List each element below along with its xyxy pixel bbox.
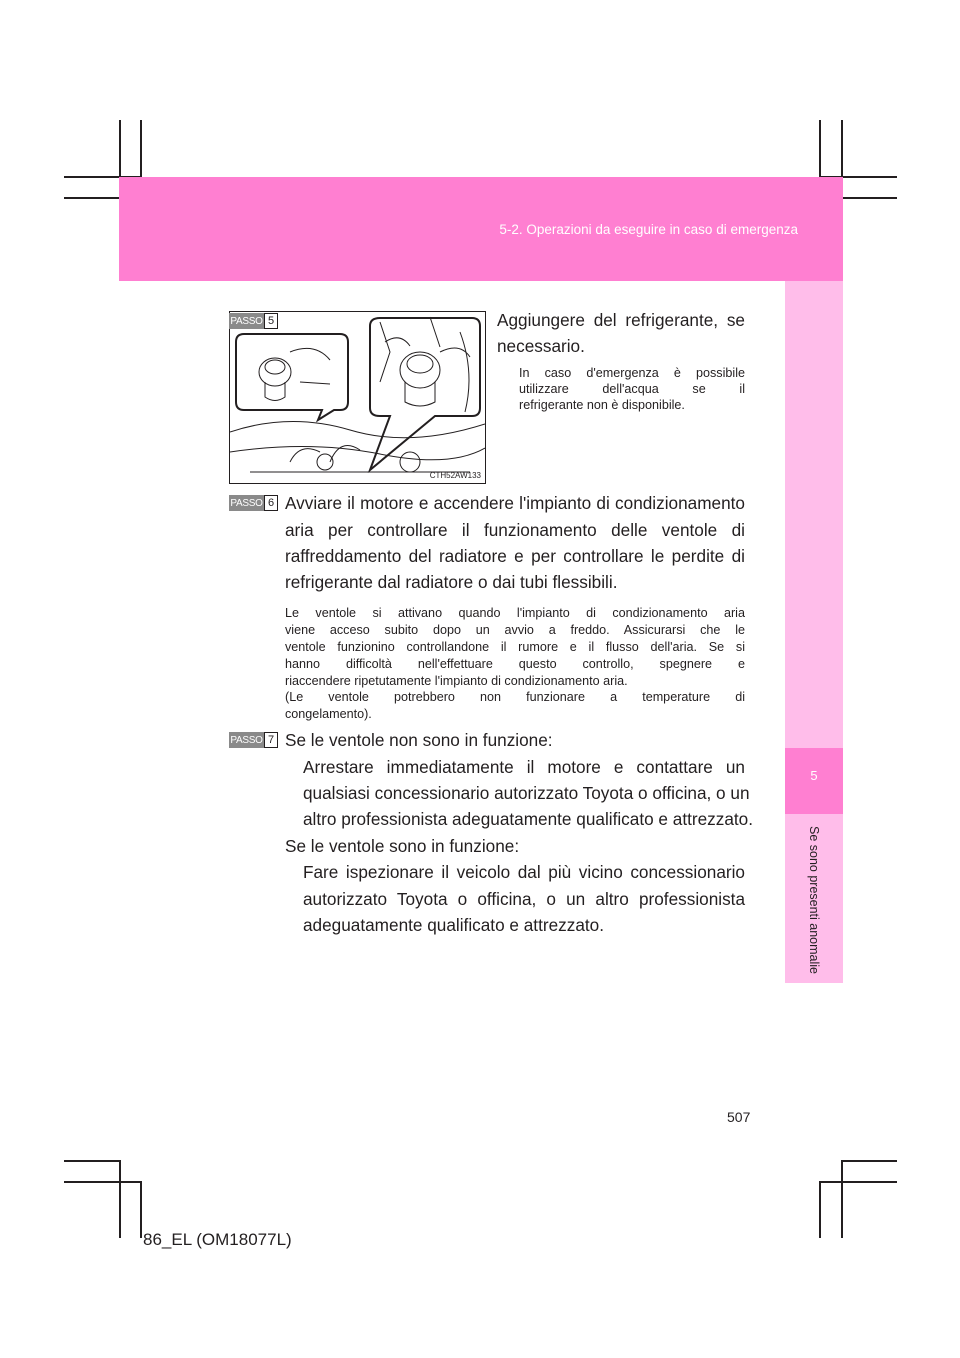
section-title: 5-2. Operazioni da eseguire in caso di emergenza xyxy=(499,222,798,237)
step5-note: utilizzare dell'acqua se il xyxy=(519,382,745,396)
step-badge xyxy=(229,313,278,329)
engine-coolant-illustration xyxy=(229,311,486,484)
crop-mark xyxy=(819,120,821,176)
step-badge-word: PASSO xyxy=(229,313,264,329)
step6-note: hanno difficoltà nell'effettuare questo controllo, spegnere e xyxy=(285,657,745,671)
step7-case1: altro professionista adeguatamente qualificato e attrezzato. xyxy=(303,809,754,829)
step7-case2-intro: Se le ventole sono in funzione: xyxy=(285,836,520,856)
step6-note: riaccendere ripetutamente l'impianto di condizionamento aria. xyxy=(285,674,628,688)
step5-note: refrigerante non è disponibile. xyxy=(519,398,685,412)
step7-intro: Se le ventole non sono in funzione: xyxy=(285,730,553,750)
step-badge-word: PASSO xyxy=(229,495,264,511)
crop-mark xyxy=(119,1160,121,1238)
step7-case2: Fare ispezionare il veicolo dal più vicino concessionario xyxy=(303,862,745,882)
crop-mark xyxy=(819,1181,897,1183)
crop-mark xyxy=(140,1181,142,1238)
step-badge xyxy=(229,732,278,748)
step-badge-number: 7 xyxy=(264,732,278,748)
crop-mark xyxy=(64,1181,142,1183)
step6-note: congelamento). xyxy=(285,707,372,721)
step7-case2: autorizzato Toyota o officina, o un altro professionista xyxy=(303,889,745,909)
crop-mark xyxy=(841,1160,897,1162)
chapter-number: 5 xyxy=(810,768,818,783)
page-number: 507 xyxy=(727,1109,751,1125)
crop-mark xyxy=(64,197,121,199)
step6-text: raffreddamento del radiatore e per controllare le perdite di xyxy=(285,546,745,566)
step7-case2: adeguatamente qualificato e attrezzato. xyxy=(303,915,604,935)
step6-note: Le ventole si attivano quando l'impianto di condizionamento aria xyxy=(285,606,745,620)
step5-note: In caso d'emergenza è possibile xyxy=(519,366,745,380)
chapter-label: Se sono presenti anomalie xyxy=(807,825,821,975)
coolant-reservoir-icon xyxy=(230,312,485,483)
step6-note: viene acceso subito dopo un avvio a freddo. Assicurarsi che le xyxy=(285,623,745,637)
step6-text: Avviare il motore e accendere l'impianto di condizionamento xyxy=(285,493,745,513)
crop-mark xyxy=(819,1181,821,1238)
step7-case1: qualsiasi concessionario autorizzato Toyota o officina, o un xyxy=(303,783,750,803)
step6-note: ventole funzionino controllandone il rumore e il flusso dell'aria. Se si xyxy=(285,640,745,654)
step6-text: aria per controllare il funzionamento delle ventole di xyxy=(285,520,745,540)
figure-code: CTH52AW133 xyxy=(429,471,481,480)
crop-mark xyxy=(841,197,897,199)
step6-text: refrigerante dal radiatore o dai tubi flessibili. xyxy=(285,572,618,592)
step5-text: necessario. xyxy=(497,336,585,356)
step-badge-number: 6 xyxy=(264,495,278,511)
step7-case1: Arrestare immediatamente il motore e contattare un xyxy=(303,757,745,777)
step-badge-number: 5 xyxy=(264,313,278,329)
step6-note: (Le ventole potrebbero non funzionare a temperature di xyxy=(285,690,745,704)
crop-mark xyxy=(140,120,142,176)
crop-mark xyxy=(64,1160,121,1162)
crop-mark xyxy=(841,1160,843,1238)
document-code: 86_EL (OM18077L) xyxy=(143,1230,292,1249)
step5-text: Aggiungere del refrigerante, se xyxy=(497,310,745,330)
step-badge-word: PASSO xyxy=(229,732,264,748)
step-badge xyxy=(229,495,278,511)
